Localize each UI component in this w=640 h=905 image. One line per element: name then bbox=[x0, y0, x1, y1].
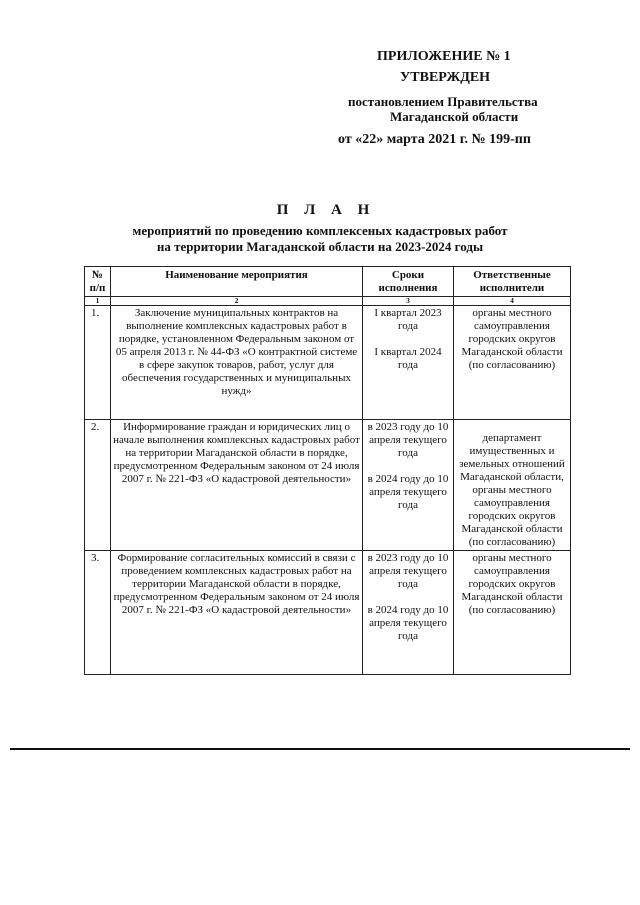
appendix-text: ПРИЛОЖЕНИЕ № 1 bbox=[377, 49, 511, 64]
approved-text: УТВЕРЖДЕН bbox=[400, 70, 491, 85]
plan-table bbox=[84, 266, 571, 675]
plan-subtitle bbox=[60, 223, 580, 255]
header-responsible: Ответственные исполнители bbox=[454, 267, 571, 297]
plan-subtitle-line-2: на территории Магаданской области на 2023-2024 годы bbox=[156, 239, 484, 254]
header-num: № п/п bbox=[85, 267, 111, 297]
row-number: 1. bbox=[85, 306, 111, 420]
column-number: 1 bbox=[85, 297, 111, 306]
row-terms: в 2023 году до 10 апреля текущего года в 2024 году до 10 апреля текущего года bbox=[363, 420, 454, 551]
table-row bbox=[85, 306, 571, 420]
header-terms: Сроки исполнения bbox=[363, 267, 454, 297]
row-responsible: органы местного самоуправления городских округов Магаданской области (по согласованию) bbox=[454, 551, 571, 675]
column-number: 4 bbox=[454, 297, 571, 306]
column-number: 3 bbox=[363, 297, 454, 306]
bottom-divider bbox=[10, 748, 630, 750]
plan-title: П Л А Н bbox=[276, 202, 376, 218]
row-number: 2. bbox=[85, 420, 111, 551]
row-terms: I квартал 2023 года I квартал 2024 года bbox=[363, 306, 454, 420]
table-row bbox=[85, 420, 571, 551]
decree-date-text: от «22» марта 2021 г. № 199-пп bbox=[338, 132, 531, 147]
row-name: Формирование согласительных комиссий в связи с проведением комплексных кадастровых работ на территории Магаданской области в порядке, предусмотренном Федеральным законом от 24 июля 2007 г. № 221-ФЗ «О кадастровой деятельности» bbox=[111, 551, 363, 675]
row-responsible: департамент имущественных и земельных отношений Магаданской области, органы местного самоуправления городских округов Магаданской области (по согласованию) bbox=[454, 420, 571, 551]
row-name: Заключение муниципальных контрактов на выполнение комплексных кадастровых работ в порядке, установленном Федеральным законом от 05 апреля 2013 г. № 44-ФЗ «О контрактной системе в сфере закупок товаров, работ, услуг для обеспечения государственных и муниципальных нужд» bbox=[111, 306, 363, 420]
column-number-row bbox=[85, 297, 571, 306]
column-number: 2 bbox=[111, 297, 363, 306]
row-name: Информирование граждан и юридических лиц о начале выполнения комплексных кадастровых работ на территории Магаданской области в порядке, предусмотренном Федеральным законом от 24 июля 2007 г. № 221-ФЗ «О кадастровой деятельности» bbox=[111, 420, 363, 551]
row-terms: в 2023 году до 10 апреля текущего года в 2024 году до 10 апреля текущего года bbox=[363, 551, 454, 675]
decree-line-2: Магаданской области bbox=[390, 109, 519, 124]
header-name: Наименование мероприятия bbox=[111, 267, 363, 297]
table-header-row bbox=[85, 267, 571, 297]
plan-subtitle-line-1: мероприятий по проведению комплексеных кадастровых работ bbox=[132, 223, 508, 238]
table-row bbox=[85, 551, 571, 675]
row-number: 3. bbox=[85, 551, 111, 675]
row-responsible: органы местного самоуправления городских округов Магаданской области (по согласованию) bbox=[454, 306, 571, 420]
decree-line-1: постановлением Правительства bbox=[348, 94, 538, 109]
